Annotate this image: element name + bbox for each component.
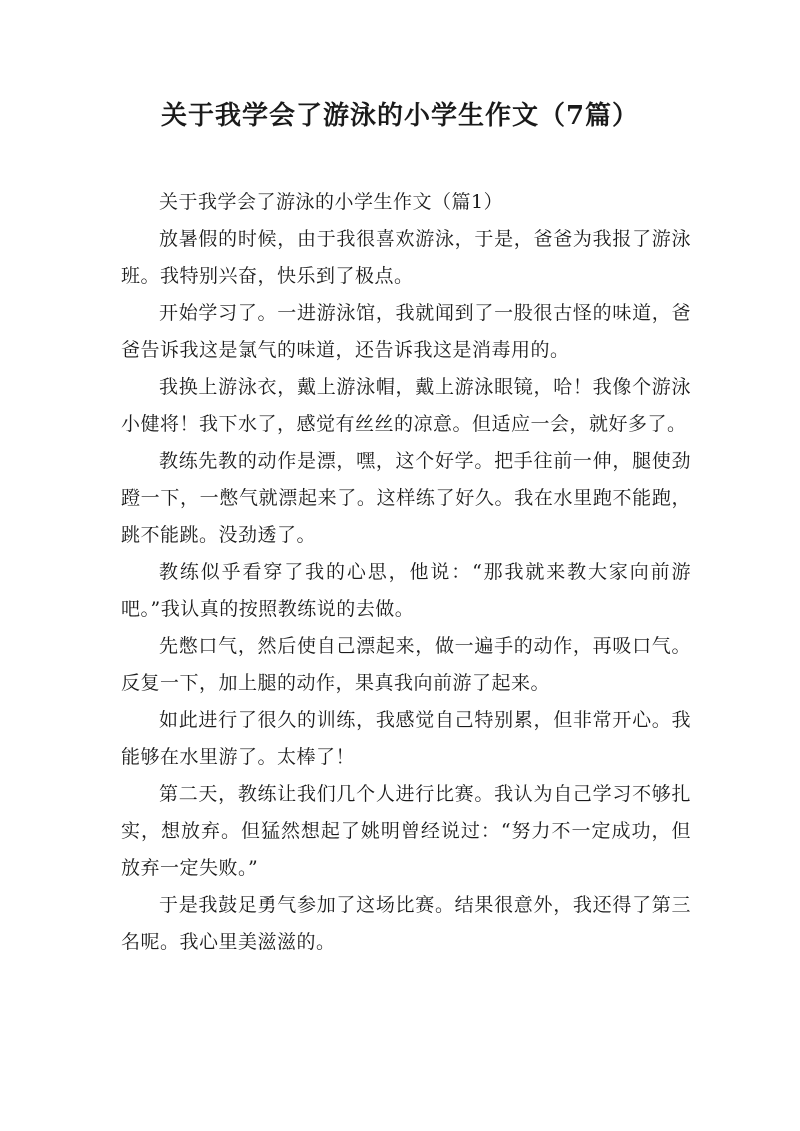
paragraph: 放暑假的时候，由于我很喜欢游泳，于是，爸爸为我报了游泳班。我特别兴奋，快乐到了极点。 xyxy=(121,228,691,287)
paragraph: 先憋口气，然后使自己漂起来，做一遍手的动作，再吸口气。反复一下，加上腿的动作，果真我向前游了起来。 xyxy=(121,635,691,694)
paragraph: 我换上游泳衣，戴上游泳帽，戴上游泳眼镜，哈！我像个游泳小健将！我下水了，感觉有丝丝的凉意。但适应一会，就好多了。 xyxy=(121,376,691,435)
paragraph: 教练似乎看穿了我的心思，他说：“那我就来教大家向前游吧。”我认真的按照教练说的去做。 xyxy=(121,561,691,620)
document-title: 关于我学会了游泳的小学生作文（7篇） xyxy=(160,101,640,131)
paragraph: 如此进行了很久的训练，我感觉自己特别累，但非常开心。我能够在水里游了。太棒了！ xyxy=(121,709,691,768)
paragraph: 第二天，教练让我们几个人进行比赛。我认为自己学习不够扎实，想放弃。但猛然想起了姚明曾经说过：“努力不一定成功，但放弃一定失败。” xyxy=(121,783,691,879)
section-heading: 关于我学会了游泳的小学生作文（篇1） xyxy=(159,191,504,213)
paragraph: 教练先教的动作是漂，嘿，这个好学。把手往前一伸，腿使劲蹬一下，一憋气就漂起来了。这样练了好久。我在水里跑不能跑，跳不能跳。没劲透了。 xyxy=(121,450,691,546)
paragraph: 于是我鼓足勇气参加了这场比赛。结果很意外，我还得了第三名呢。我心里美滋滋的。 xyxy=(121,894,691,953)
paragraph: 开始学习了。一进游泳馆，我就闻到了一股很古怪的味道，爸爸告诉我这是氯气的味道，还告诉我这是消毒用的。 xyxy=(121,302,691,361)
document-body xyxy=(121,184,691,961)
